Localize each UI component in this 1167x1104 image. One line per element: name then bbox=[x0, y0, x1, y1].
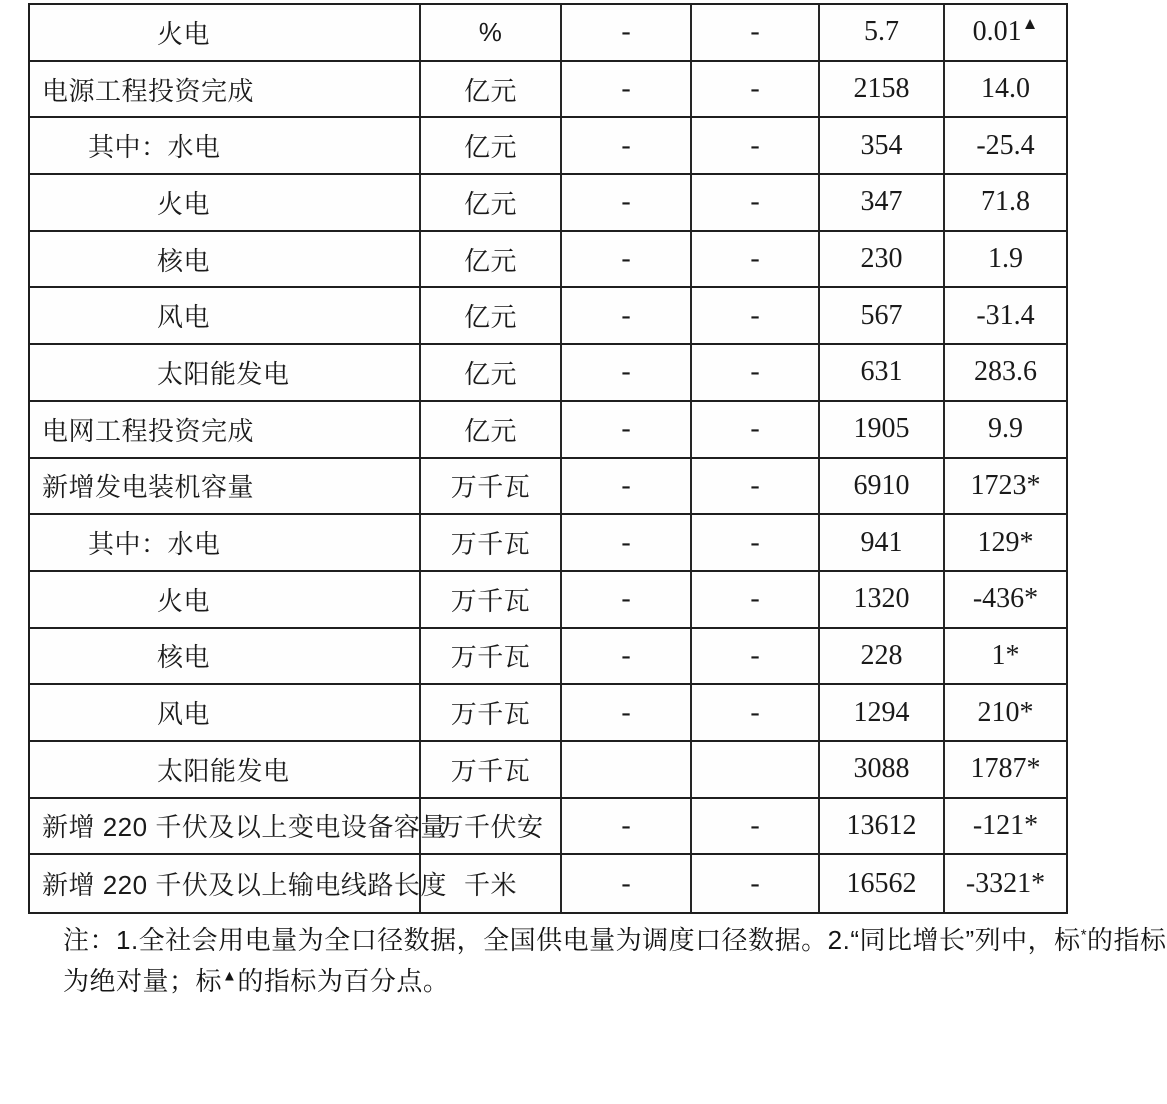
value-cell: 567 bbox=[820, 288, 945, 343]
dash-cell-2: - bbox=[692, 572, 820, 627]
growth-cell bbox=[945, 5, 1066, 60]
growth-cell bbox=[945, 629, 1066, 684]
value-cell: 1294 bbox=[820, 685, 945, 740]
footnote-text: 的指标为百分点。 bbox=[237, 966, 450, 996]
dash-cell-2: - bbox=[692, 515, 820, 570]
dash-cell-1: - bbox=[562, 175, 692, 230]
asterisk-mark: * bbox=[1080, 926, 1088, 944]
dash-cell-2: - bbox=[692, 288, 820, 343]
dash-cell-1: - bbox=[562, 459, 692, 514]
dash-cell-2: - bbox=[692, 345, 820, 400]
growth-cell bbox=[945, 345, 1066, 400]
value-cell: 347 bbox=[820, 175, 945, 230]
unit-cell: 万千瓦 bbox=[421, 572, 562, 627]
indicator-cell: 火电 bbox=[30, 572, 421, 627]
indicator-cell: 风电 bbox=[30, 685, 421, 740]
growth-value: -121* bbox=[972, 809, 1039, 841]
triangle-mark: ▲ bbox=[222, 967, 238, 985]
indicator-cell: 新增发电装机容量 bbox=[30, 459, 421, 514]
dash-cell-2: - bbox=[692, 459, 820, 514]
indicator-cell: 电网工程投资完成 bbox=[30, 402, 421, 457]
unit-cell: 亿元 bbox=[421, 232, 562, 287]
growth-value: -25.4 bbox=[976, 129, 1035, 161]
unit-cell: 亿元 bbox=[421, 345, 562, 400]
dash-cell-1: - bbox=[562, 685, 692, 740]
footnote-text: 的指标 bbox=[1087, 925, 1167, 955]
growth-cell bbox=[945, 402, 1066, 457]
growth-cell bbox=[945, 232, 1066, 287]
growth-value: 1787* bbox=[970, 753, 1041, 785]
growth-value: -31.4 bbox=[976, 299, 1035, 331]
table-row bbox=[30, 5, 1066, 62]
value-cell: 5.7 bbox=[820, 5, 945, 60]
dash-cell-1: - bbox=[562, 288, 692, 343]
growth-cell bbox=[945, 685, 1066, 740]
footnote-text: 为绝对量；标 bbox=[63, 966, 223, 996]
dash-cell-1: - bbox=[562, 5, 692, 60]
table-row bbox=[30, 799, 1066, 856]
value-cell: 3088 bbox=[820, 742, 945, 797]
dash-cell-2: - bbox=[692, 5, 820, 60]
growth-value: -3321* bbox=[965, 867, 1046, 899]
indicator-cell: 核电 bbox=[30, 629, 421, 684]
value-cell: 6910 bbox=[820, 459, 945, 514]
dash-cell-1: - bbox=[562, 629, 692, 684]
growth-cell bbox=[945, 855, 1066, 912]
growth-value: 1* bbox=[991, 639, 1020, 671]
indicator-cell: 其中：水电 bbox=[30, 515, 421, 570]
growth-value: -436* bbox=[972, 583, 1039, 615]
table-row bbox=[30, 459, 1066, 516]
value-cell: 1320 bbox=[820, 572, 945, 627]
value-cell: 16562 bbox=[820, 855, 945, 912]
dash-cell-2: - bbox=[692, 855, 820, 912]
table-row bbox=[30, 118, 1066, 175]
unit-cell: 万千瓦 bbox=[421, 459, 562, 514]
table-row bbox=[30, 629, 1066, 686]
growth-value: 210* bbox=[977, 696, 1034, 728]
unit-cell: % bbox=[421, 5, 562, 60]
value-cell: 1905 bbox=[820, 402, 945, 457]
indicator-cell: 火电 bbox=[30, 5, 421, 60]
triangle-mark: ▲ bbox=[1021, 14, 1039, 33]
unit-cell: 万千瓦 bbox=[421, 515, 562, 570]
table-row bbox=[30, 175, 1066, 232]
growth-value: 0.01 bbox=[972, 16, 1022, 48]
unit-cell: 万千瓦 bbox=[421, 685, 562, 740]
growth-cell bbox=[945, 799, 1066, 854]
footnote bbox=[63, 920, 1167, 1002]
dash-cell-1: - bbox=[562, 515, 692, 570]
indicator-cell: 太阳能发电 bbox=[30, 345, 421, 400]
indicator-cell: 火电 bbox=[30, 175, 421, 230]
dash-cell-2: - bbox=[692, 232, 820, 287]
growth-cell bbox=[945, 572, 1066, 627]
unit-cell: 千米 bbox=[421, 855, 562, 912]
indicator-cell: 新增 220 千伏及以上变电设备容量 bbox=[30, 799, 421, 854]
growth-cell bbox=[945, 62, 1066, 117]
dash-cell-1: - bbox=[562, 799, 692, 854]
dash-cell-1: - bbox=[562, 402, 692, 457]
dash-cell-2: - bbox=[692, 685, 820, 740]
dash-cell-2: - bbox=[692, 629, 820, 684]
table-row bbox=[30, 232, 1066, 289]
table-row bbox=[30, 345, 1066, 402]
dash-cell-1: - bbox=[562, 118, 692, 173]
dash-cell-2: - bbox=[692, 799, 820, 854]
value-cell: 631 bbox=[820, 345, 945, 400]
table-row bbox=[30, 288, 1066, 345]
growth-value: 1.9 bbox=[988, 243, 1023, 275]
value-cell: 2158 bbox=[820, 62, 945, 117]
value-cell: 941 bbox=[820, 515, 945, 570]
table-row bbox=[30, 515, 1066, 572]
indicator-cell: 电源工程投资完成 bbox=[30, 62, 421, 117]
unit-cell: 万千伏安 bbox=[421, 799, 562, 854]
table-row bbox=[30, 572, 1066, 629]
table-row bbox=[30, 685, 1066, 742]
indicator-cell: 其中：水电 bbox=[30, 118, 421, 173]
growth-value: 283.6 bbox=[974, 356, 1037, 388]
table-row bbox=[30, 62, 1066, 119]
growth-value: 129* bbox=[977, 526, 1034, 558]
footnote-line-1 bbox=[63, 920, 1167, 961]
dash-cell-2: - bbox=[692, 62, 820, 117]
indicator-cell: 太阳能发电 bbox=[30, 742, 421, 797]
dash-cell-1: - bbox=[562, 345, 692, 400]
unit-cell: 亿元 bbox=[421, 62, 562, 117]
value-cell: 354 bbox=[820, 118, 945, 173]
unit-cell: 万千瓦 bbox=[421, 742, 562, 797]
growth-cell bbox=[945, 288, 1066, 343]
dash-cell-1: - bbox=[562, 572, 692, 627]
dash-cell-1: - bbox=[562, 855, 692, 912]
footnote-text: 注：1.全社会用电量为全口径数据，全国供电量为调度口径数据。2.“同比增长”列中，标 bbox=[63, 925, 1081, 955]
value-cell: 13612 bbox=[820, 799, 945, 854]
growth-value: 71.8 bbox=[981, 186, 1030, 218]
growth-cell bbox=[945, 515, 1066, 570]
growth-cell bbox=[945, 742, 1066, 797]
footnote-line-2 bbox=[63, 961, 1023, 1002]
dash-cell-1 bbox=[562, 742, 692, 797]
growth-cell bbox=[945, 118, 1066, 173]
table-row bbox=[30, 742, 1066, 799]
indicator-cell: 新增 220 千伏及以上输电线路长度 bbox=[30, 855, 421, 912]
power-statistics-table bbox=[28, 3, 1068, 914]
dash-cell-2: - bbox=[692, 118, 820, 173]
dash-cell-2: - bbox=[692, 402, 820, 457]
unit-cell: 亿元 bbox=[421, 288, 562, 343]
indicator-cell: 核电 bbox=[30, 232, 421, 287]
unit-cell: 万千瓦 bbox=[421, 629, 562, 684]
table-row bbox=[30, 855, 1066, 912]
unit-cell: 亿元 bbox=[421, 118, 562, 173]
dash-cell-2 bbox=[692, 742, 820, 797]
unit-cell: 亿元 bbox=[421, 402, 562, 457]
growth-cell bbox=[945, 459, 1066, 514]
growth-value: 9.9 bbox=[988, 413, 1023, 445]
unit-cell: 亿元 bbox=[421, 175, 562, 230]
value-cell: 230 bbox=[820, 232, 945, 287]
dash-cell-1: - bbox=[562, 232, 692, 287]
growth-cell bbox=[945, 175, 1066, 230]
indicator-cell: 风电 bbox=[30, 288, 421, 343]
value-cell: 228 bbox=[820, 629, 945, 684]
growth-value: 14.0 bbox=[981, 73, 1030, 105]
dash-cell-2: - bbox=[692, 175, 820, 230]
dash-cell-1: - bbox=[562, 62, 692, 117]
growth-value: 1723* bbox=[970, 469, 1041, 501]
table-row bbox=[30, 402, 1066, 459]
